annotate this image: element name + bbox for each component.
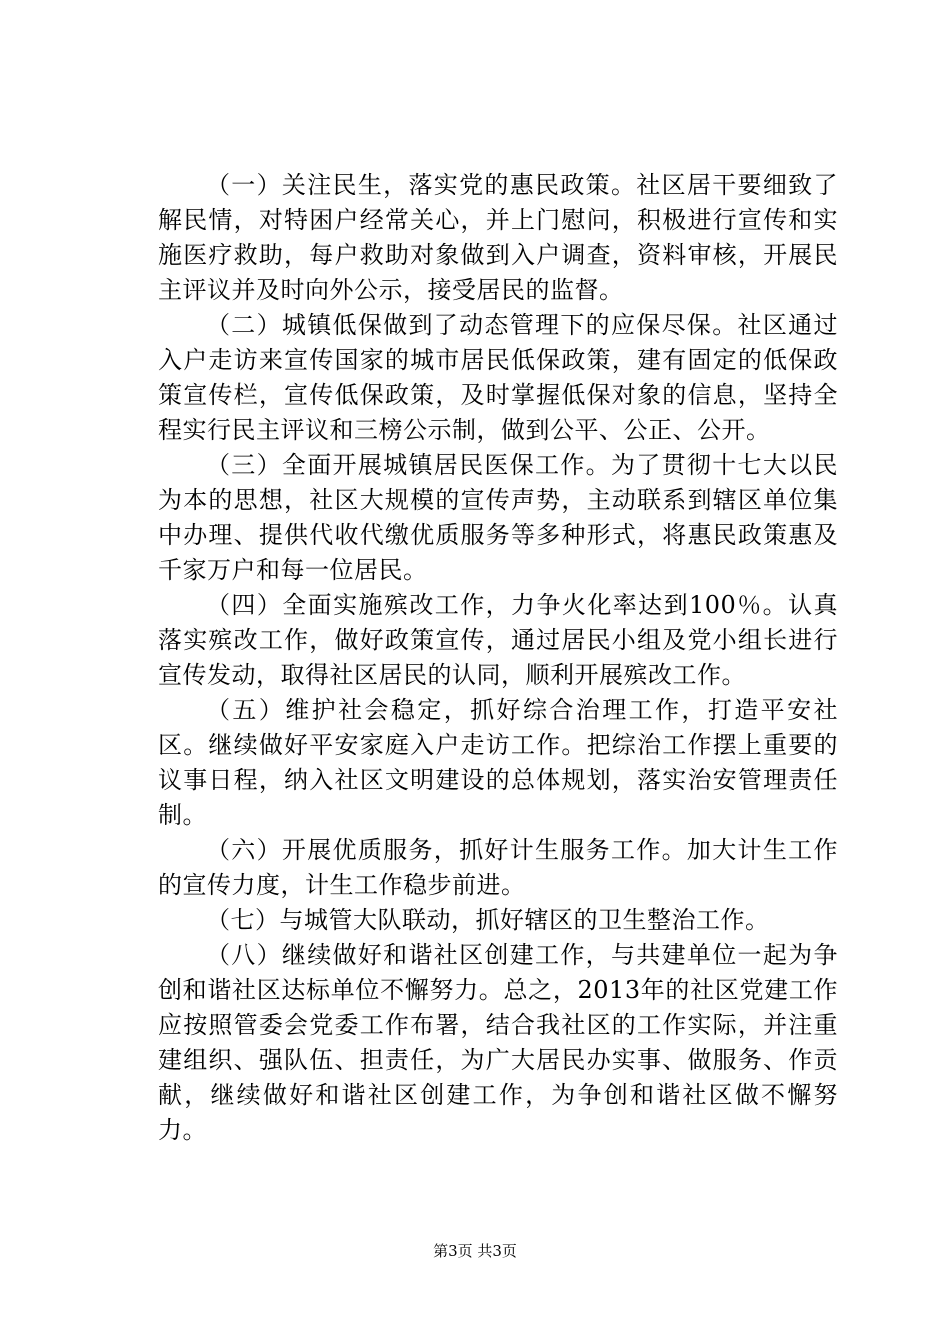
paragraph-3: （三）全面开展城镇居民医保工作。为了贯彻十七大以民为本的思想，社区大规模的宣传声势，主动联系到辖区单位集中办理、提供代收代缴优质服务等多种形式，将惠民政策惠及千家万户和每一位居民。 [158,451,838,584]
paragraph-1: （一）关注民生，落实党的惠民政策。社区居干要细致了解民情，对特困户经常关心，并上门慰问，积极进行宣传和实施医疗救助，每户救助对象做到入户调查，资料审核，开展民主评议并及时向外公示，接受居民的监督。 [158,171,838,304]
paragraph-2: （二）城镇低保做到了动态管理下的应保尽保。社区通过入户走访来宣传国家的城市居民低保政策，建有固定的低保政策宣传栏，宣传低保政策，及时掌握低保对象的信息，坚持全程实行民主评议和三榜公示制，做到公平、公正、公开。 [158,311,838,444]
page-footer: 第3页 共3页 [433,1242,517,1260]
paragraph-6: （六）开展优质服务，抓好计生服务工作。加大计生工作的宣传力度，计生工作稳步前进。 [158,836,838,899]
document-body [158,168,838,1148]
paragraph-8: （八）继续做好和谐社区创建工作，与共建单位一起为争创和谐社区达标单位不懈努力。总之，2013年的社区党建工作应按照管委会党委工作布署，结合我社区的工作实际，并注重建组织、强队伍、担责任，为广大居民办实事、做服务、作贡献，继续做好和谐社区创建工作，为争创和谐社区做不懈努力。 [158,941,838,1144]
paragraph-5: （五）维护社会稳定，抓好综合治理工作，打造平安社区。继续做好平安家庭入户走访工作。把综治工作摆上重要的议事日程，纳入社区文明建设的总体规划，落实治安管理责任制。 [158,696,838,829]
paragraph-7: （七）与城管大队联动，抓好辖区的卫生整治工作。 [206,906,770,934]
paragraph-4: （四）全面实施殡改工作，力争火化率达到100％。认真落实殡改工作，做好政策宣传，通过居民小组及党小组长进行宣传发动，取得社区居民的认同，顺利开展殡改工作。 [158,591,838,689]
